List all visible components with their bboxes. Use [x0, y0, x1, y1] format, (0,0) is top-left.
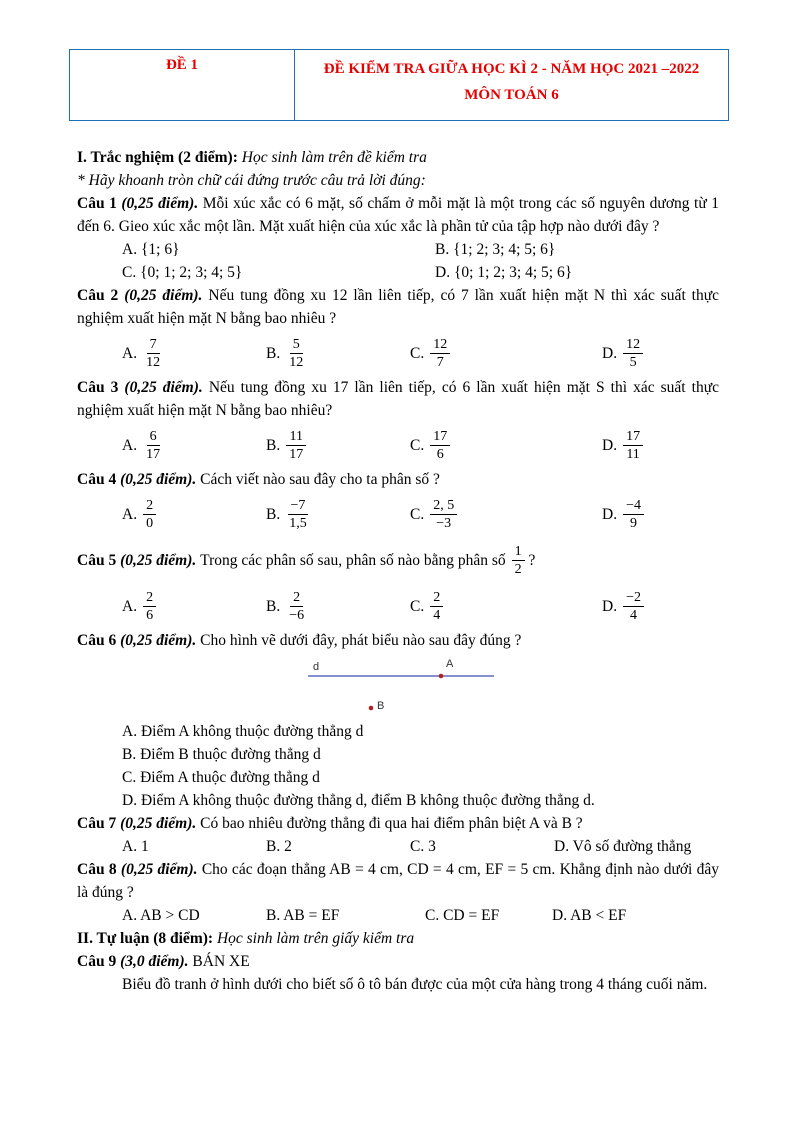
q1-option-b[interactable]: B. {1; 2; 3; 4; 5; 6} [435, 241, 556, 258]
question-8 [77, 858, 719, 904]
denominator: 0 [146, 515, 154, 531]
q7-option-a[interactable]: A. 1 [122, 838, 149, 855]
option-letter: A. [122, 344, 138, 362]
denominator: 1,5 [289, 515, 307, 531]
q5-option-b[interactable] [266, 589, 410, 624]
question-6 [77, 629, 719, 652]
exam-subject: MÔN TOÁN 6 [464, 87, 559, 103]
part2-heading: II. Tự luận (8 điểm): [77, 930, 214, 947]
q2-option-b[interactable] [266, 336, 410, 371]
fraction [286, 589, 307, 624]
denominator: 17 [146, 446, 161, 462]
q2-text: Nếu tung đồng xu 12 lần liên tiếp, có 7 lần xuất hiện mặt N thì xác suất thực nghiệm xuất hiện mặt N bằng bao nhiêu ? [77, 287, 720, 327]
q3-option-c[interactable] [410, 428, 602, 463]
q3-option-b[interactable] [266, 428, 410, 463]
part2-note: Học sinh làm trên giấy kiểm tra [216, 930, 415, 947]
numerator: −2 [623, 589, 644, 607]
q2-label: Câu 2 [77, 287, 119, 304]
denominator: 4 [433, 607, 441, 623]
numerator: 2 [430, 589, 443, 607]
option-letter: B. [266, 344, 281, 362]
q7-label: Câu 7 [77, 815, 117, 832]
q7-option-c[interactable]: C. 3 [410, 838, 436, 855]
header-left-cell [70, 50, 295, 120]
q6-option-d[interactable]: D. Điểm A không thuộc đường thẳng d, điểm B không thuộc đường thẳng d. [122, 792, 595, 809]
q2-option-a[interactable] [122, 336, 266, 371]
option-letter: A. [122, 505, 138, 523]
q8-options [77, 904, 719, 927]
q5-points: (0,25 điểm). [120, 551, 197, 569]
option-letter: D. [602, 344, 618, 362]
option-letter: C. [410, 505, 425, 523]
q4-label: Câu 4 [77, 471, 117, 488]
option-letter: D. [602, 597, 618, 615]
fraction [623, 589, 644, 624]
question-7 [77, 812, 719, 835]
fraction [430, 336, 450, 371]
numerator: 1 [512, 543, 525, 561]
q5-option-a[interactable] [122, 589, 266, 624]
q3-points: (0,25 điểm). [124, 379, 203, 396]
fraction [623, 336, 643, 371]
q9-label: Câu 9 [77, 953, 117, 970]
q9-text: Biểu đồ tranh ở hình dưới cho biết số ô tô bán được của một cửa hàng trong 4 tháng cuối năm. [122, 976, 708, 993]
geometry-figure [77, 652, 719, 712]
q3-option-d[interactable] [602, 428, 643, 463]
q2-points: (0,25 điểm). [124, 287, 203, 304]
q2-options [77, 330, 719, 376]
q5-option-d[interactable] [602, 589, 644, 624]
question-4 [77, 468, 719, 491]
q8-text: Cho các đoạn thẳng AB = 4 cm, CD = 4 cm, EF = 5 cm. Khẳng định nào dưới đây là đúng ? [77, 861, 720, 901]
numerator: 12 [430, 336, 450, 354]
denominator: 6 [436, 446, 444, 462]
q1-options-row2 [77, 261, 719, 284]
q3-label: Câu 3 [77, 379, 119, 396]
instruction-text: * Hãy khoanh tròn chữ cái đứng trước câu trả lời đúng: [77, 172, 426, 189]
part1-heading-line [77, 146, 719, 169]
q5-options [77, 583, 719, 629]
q4-points: (0,25 điểm). [120, 471, 197, 488]
line-label: d [313, 661, 320, 673]
numerator: −7 [288, 497, 309, 515]
denominator: −6 [289, 607, 305, 623]
option-letter: C. [410, 344, 425, 362]
q7-text: Có bao nhiêu đường thẳng đi qua hai điểm phân biệt A và B ? [200, 815, 583, 832]
q3-options [77, 422, 719, 468]
numerator: 7 [147, 336, 160, 354]
q4-text: Cách viết nào sau đây cho ta phân số ? [200, 471, 440, 488]
numerator: −4 [623, 497, 644, 515]
part2-heading-line [77, 927, 719, 950]
q8-option-d[interactable]: D. AB < EF [552, 907, 627, 924]
numerator: 5 [290, 336, 303, 354]
q7-options [77, 835, 719, 858]
option-letter: A. [122, 436, 138, 454]
question-5 [77, 537, 719, 583]
denominator: 6 [146, 607, 154, 623]
q6-figure [77, 652, 719, 712]
q9-points: (3,0 điểm). [120, 953, 189, 970]
q6-label: Câu 6 [77, 632, 117, 649]
option-letter: B. [266, 505, 281, 523]
q1-label: Câu 1 [77, 195, 117, 212]
exam-title: ĐỀ KIỂM TRA GIỮA HỌC KÌ 2 - NĂM HỌC 2021 –2022 [323, 61, 700, 77]
q4-option-d[interactable] [602, 497, 644, 532]
fraction [430, 428, 450, 463]
q5-end: ? [528, 551, 536, 569]
q1-option-d[interactable]: D. {0; 1; 2; 3; 4; 5; 6} [435, 264, 573, 281]
denominator: 12 [146, 354, 161, 370]
q3-option-a[interactable] [122, 428, 266, 463]
q1-text: Mỗi xúc xắc có 6 mặt, số chấm ở mỗi mặt là một trong các số nguyên dương từ 1 đến 6. Gieo xúc xắc một lần. Mặt xuất hiện của xúc xắc là phần tử của tập hợp nào dưới đây ? [77, 195, 719, 235]
denominator: 5 [629, 354, 637, 370]
q4-option-a[interactable] [122, 497, 266, 532]
denominator: 12 [289, 354, 304, 370]
part1-note: Học sinh làm trên đề kiểm tra [241, 149, 427, 166]
question-3 [77, 376, 719, 422]
question-9 [77, 950, 719, 973]
q6-option-b[interactable]: B. Điểm B thuộc đường thẳng d [122, 746, 321, 763]
question-1 [77, 192, 719, 238]
q1-option-a[interactable]: A. {1; 6} [122, 241, 180, 258]
point-b-label: B [377, 700, 385, 712]
q8-option-b[interactable]: B. AB = EF [266, 907, 340, 924]
fraction [286, 336, 306, 371]
question-2 [77, 284, 719, 330]
q2-option-d[interactable] [602, 336, 643, 371]
numerator: 2, 5 [430, 497, 457, 515]
q6-text: Cho hình vẽ dưới đây, phát biểu nào sau đây đúng ? [200, 632, 522, 649]
option-letter: C. [410, 597, 425, 615]
q1-points: (0,25 điểm). [121, 195, 199, 212]
numerator: 2 [290, 589, 303, 607]
point-a-label: A [446, 658, 454, 670]
numerator: 11 [286, 428, 305, 446]
fraction [623, 428, 643, 463]
q8-option-a[interactable]: A. AB > CD [122, 907, 200, 924]
q8-points: (0,25 điểm). [120, 861, 198, 878]
q5-reference-fraction [512, 543, 525, 578]
q9-title: BÁN XE [192, 953, 250, 970]
denominator: 9 [630, 515, 638, 531]
fraction [623, 497, 644, 532]
numerator: 17 [430, 428, 450, 446]
q1-options-row1 [77, 238, 719, 261]
header-table [69, 49, 729, 121]
q7-points: (0,25 điểm). [120, 815, 197, 832]
header-right-cell [295, 50, 728, 120]
fraction [430, 497, 457, 532]
fraction [143, 497, 156, 532]
q6-option-a[interactable]: A. Điểm A không thuộc đường thẳng d [122, 723, 364, 740]
fraction [430, 589, 443, 624]
option-letter: B. [266, 436, 281, 454]
q4-options [77, 491, 719, 537]
q6-points: (0,25 điểm). [120, 632, 197, 649]
part1-instruction [77, 169, 719, 192]
q7-option-b[interactable]: B. 2 [266, 838, 292, 855]
q5-label: Câu 5 [77, 551, 117, 569]
fraction [143, 428, 163, 463]
q8-option-c[interactable]: C. CD = EF [425, 907, 500, 924]
option-letter: C. [410, 436, 425, 454]
q2-option-c[interactable] [410, 336, 602, 371]
denominator: 7 [436, 354, 444, 370]
option-letter: D. [602, 436, 618, 454]
exam-code: ĐỀ 1 [165, 57, 199, 73]
numerator: 12 [623, 336, 643, 354]
q4-option-c[interactable] [410, 497, 602, 532]
option-letter: B. [266, 597, 281, 615]
denominator: 11 [626, 446, 640, 462]
q3-text: Nếu tung đồng xu 17 lần liên tiếp, có 6 lần xuất hiện mặt S thì xác suất thực nghiệm xuất hiện mặt N bằng bao nhiêu? [77, 379, 719, 419]
q4-option-b[interactable] [266, 497, 410, 532]
q8-label: Câu 8 [77, 861, 117, 878]
fraction [143, 589, 156, 624]
numerator: 2 [143, 497, 156, 515]
q6-option-c[interactable]: C. Điểm A thuộc đường thẳng d [122, 769, 320, 786]
part1-heading: I. Trắc nghiệm (2 điểm): [77, 149, 238, 166]
denominator: 2 [514, 561, 522, 577]
numerator: 2 [143, 589, 156, 607]
numerator: 17 [623, 428, 643, 446]
q1-option-c[interactable]: C. {0; 1; 2; 3; 4; 5} [122, 264, 243, 281]
fraction [286, 497, 310, 532]
exam-content [77, 146, 719, 996]
q5-option-c[interactable] [410, 589, 602, 624]
denominator: −3 [436, 515, 452, 531]
q7-option-d[interactable]: D. Vô số đường thẳng [554, 838, 692, 855]
option-letter: D. [602, 505, 618, 523]
denominator: 17 [289, 446, 304, 462]
point-a [439, 674, 444, 679]
q5-text: Trong các phân số sau, phân số nào bằng phân số [200, 551, 506, 569]
fraction [143, 336, 163, 371]
denominator: 4 [630, 607, 638, 623]
point-b [369, 706, 374, 711]
option-letter: A. [122, 597, 138, 615]
fraction [286, 428, 306, 463]
numerator: 6 [147, 428, 160, 446]
